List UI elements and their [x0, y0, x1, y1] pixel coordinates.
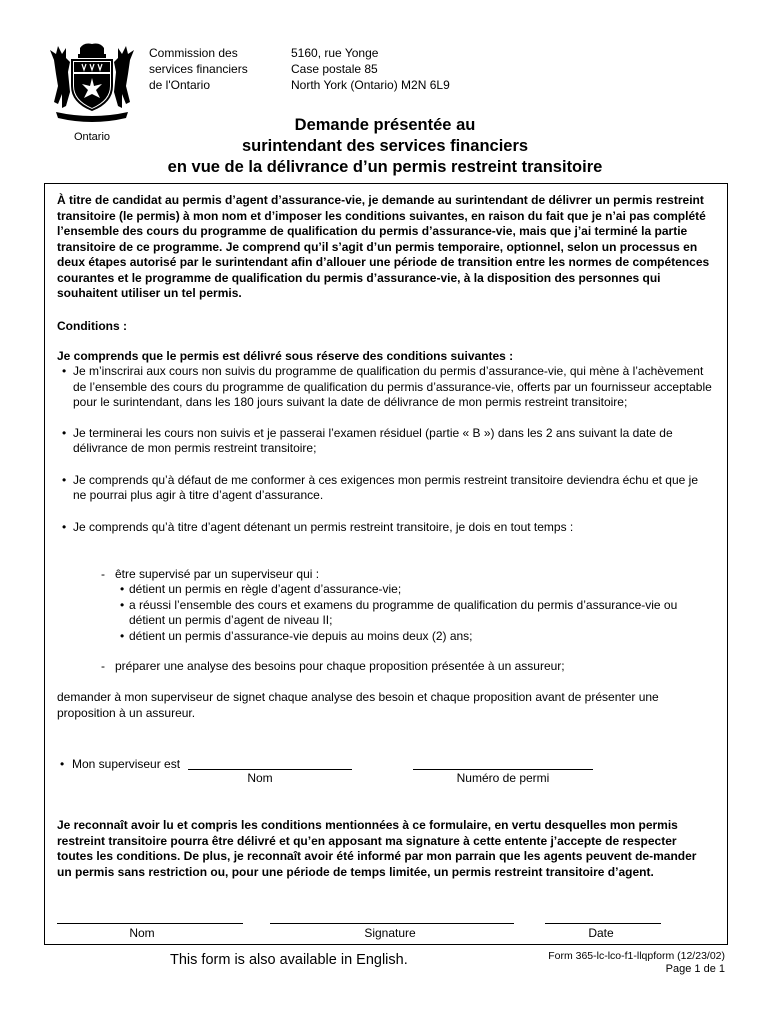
- title-line: Demande présentée au: [294, 116, 476, 134]
- condition-item: • Je comprends qu’à titre d’agent détenant un permis restreint transitoire, je dois en tout temps :: [57, 520, 713, 536]
- name-caption: Nom: [129, 926, 155, 940]
- intro-paragraph: À titre de candidat au permis d’agent d’assurance-vie, je demande au surintendant de délivrer un permis restreint transitoire (le permis) à mon nom et d’imposer les conditions suivantes, en raison du fait que je n’ai pas complété l’ensemble des cours du programme de qualification du permis d’assurance-vie, mais que j’ai terminé la partie transitoire de ce programme. Je comprend qu’il s’agit d’un permis temporaire, optionnel, selon un processus en deux étapes autorisé par le surintendant afin d’allouer une période de transition entre les normes de compétences courantes et le programme de qualification du permis d’assurance-vie, à la disposition des personnes qui souhaitent utiliser un tel permis.: [57, 193, 710, 300]
- address-line: 5160, rue Yonge: [291, 46, 379, 60]
- org-line: services financiers: [149, 62, 248, 76]
- title-line: surintendant des services financiers: [241, 137, 529, 155]
- signature-caption: Signature: [364, 926, 416, 940]
- permit-number-field[interactable]: [413, 769, 593, 770]
- supervisor-condition: • a réussi l’ensemble des cours et examens du programme de qualification du permis d’assurance-vie ou détient un permis d’agent de niveau II;: [115, 598, 710, 629]
- conditions-heading: Conditions :: [57, 319, 127, 333]
- supervisor-row: • Mon superviseur est: [60, 757, 181, 771]
- conditions-list: [57, 364, 713, 535]
- signature-field[interactable]: [270, 923, 514, 924]
- english-note: This form is also available in English.: [170, 952, 408, 968]
- supervisor-label: Mon superviseur est: [72, 757, 181, 771]
- permit-number-caption: Numéro de permi: [456, 771, 550, 785]
- form-id: Form 365-lc-lco-f1-llqpform (12/23/02): [548, 950, 725, 962]
- org-name: [149, 45, 248, 93]
- name-field[interactable]: [57, 923, 243, 924]
- page-title: [0, 115, 770, 178]
- org-line: Commission des: [149, 46, 238, 60]
- condition-item: • Je comprends qu’à défaut de me conformer à ces exigences mon permis restreint transitoire deviendra échu et que je ne pourrai plus agir à titre d’agent d’assurance.: [57, 473, 713, 504]
- title-line: en vue de la délivrance d’un permis restreint transitoire: [167, 158, 603, 176]
- coat-of-arms-icon: [46, 42, 138, 126]
- supervisor-conditions: [115, 582, 710, 644]
- conditions-lead: Je comprends que le permis est délivré sous réserve des conditions suivantes :: [57, 349, 514, 363]
- condition-item: • Je m’inscrirai aux cours non suivis du programme de qualification du permis d’assurance-vie, qui mène à l’achèvement de l’ensemble des cours du programme de qualification du permis d’assurance-vie, offerts par un fournisseur acceptable pour le surintendant, dans les 180 jours suivant la date de délivrance de mon permis restreint transitoire;: [57, 364, 713, 411]
- date-field[interactable]: [545, 923, 661, 924]
- date-caption: Date: [588, 926, 614, 940]
- dash-text: préparer une analyse des besoins pour chaque proposition présentée à un assureur;: [115, 659, 565, 673]
- page-number: Page 1 de 1: [665, 963, 725, 975]
- dash-supervised: - être supervisé par un superviseur qui :: [101, 567, 320, 581]
- dash-analysis: - préparer une analyse des besoins pour chaque proposition présentée à un assureur;: [101, 659, 565, 673]
- acknowledgement: Je reconnaît avoir lu et compris les conditions mentionnées à ce formulaire, en vertu desquelles mon permis restreint transitoire pourra être délivré et qu’en apposant ma signature à cette entente j’accepte de respecter toutes les conditions. De plus, je reconnaît avoir été informé par mon parrain que les agents peuvent de-mander un permis sans restriction ou, pour une période de temps limitée, un permis restreint transitoire d’agent.: [57, 818, 697, 879]
- supervisor-name-field[interactable]: [188, 769, 352, 770]
- supervisor-condition: • détient un permis en règle d’agent d’assurance-vie;: [115, 582, 710, 598]
- logo-caption: Ontario: [73, 131, 111, 143]
- address-line: North York (Ontario) M2N 6L9: [291, 78, 450, 92]
- org-line: de l'Ontario: [149, 78, 210, 92]
- condition-item: • Je terminerai les cours non suivis et je passerai l’examen résiduel (partie « B ») dans les 2 ans suivant la date de délivrance de mon permis restreint transitoire;: [57, 426, 713, 457]
- supervisor-request: demander à mon superviseur de signet chaque analyse des besoin et chaque proposition avant de présenter une proposition à un assureur.: [57, 690, 659, 720]
- supervisor-name-caption: Nom: [247, 771, 273, 785]
- dash-text: être supervisé par un superviseur qui :: [115, 567, 320, 581]
- supervisor-condition: • détient un permis d’assurance-vie depuis au moins deux (2) ans;: [115, 629, 710, 645]
- address-line: Case postale 85: [291, 62, 378, 76]
- org-address: [291, 45, 450, 93]
